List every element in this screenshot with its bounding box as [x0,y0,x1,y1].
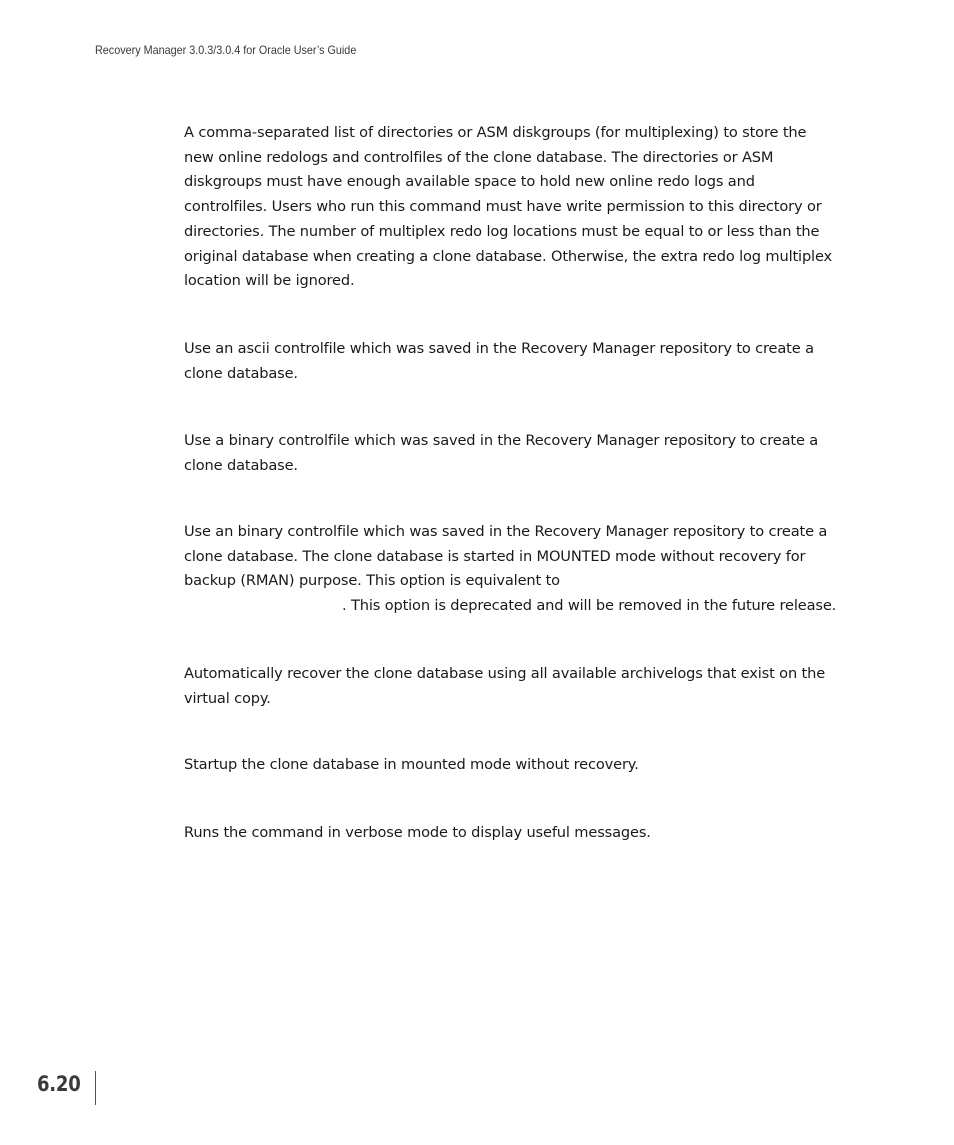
paragraph-mount-only [184,753,859,778]
text-line: diskgroups must have enough available space to hold new online redo logs and [184,173,755,191]
text-line: backup (RMAN) purpose. This option is equivalent to [184,572,560,590]
paragraph-redolog-dest [184,121,859,294]
running-header: Recovery Manager 3.0.3/3.0.4 for Oracle User’s Guide [95,43,357,57]
paragraph-binary-controlfile [184,429,859,478]
page-number: 6.20 [37,1072,81,1096]
text-line: controlfiles. Users who run this command must have write permission to this directory or [184,198,822,216]
text-line: Use an ascii controlfile which was saved in the Recovery Manager repository to create a [184,340,814,357]
paragraph-rman-controlfile [184,520,859,619]
text-line: Startup the clone database in mounted mode without recovery. [184,756,639,773]
text-line: Use a binary controlfile which was saved in the Recovery Manager repository to create a [184,432,819,449]
text-line: directories. The number of multiplex redo log locations must be equal to or less than the [184,222,820,240]
text-line: Automatically recover the clone database using all available archivelogs that exist on the [184,665,826,682]
paragraph-auto-recover [184,662,859,711]
text-line: original database when creating a clone database. Otherwise, the extra redo log multiplex [184,247,833,265]
text-line: virtual copy. [184,689,271,707]
text-line: clone database. [184,364,298,382]
text-line: clone database. The clone database is started in MOUNTED mode without recovery for [184,547,806,565]
folio-divider [95,1071,96,1105]
text-line: . This option is deprecated and will be removed in the future release. [342,597,837,615]
text-line: Runs the command in verbose mode to display useful messages. [184,824,651,841]
paragraph-verbose [184,821,859,846]
text-line: new online redologs and controlfiles of the clone database. The directories or ASM [184,148,774,166]
text-line: clone database. [184,456,298,474]
paragraph-ascii-controlfile [184,337,859,386]
text-line: location will be ignored. [184,272,355,290]
text-line: A comma-separated list of directories or ASM diskgroups (for multiplexing) to store the [184,124,807,141]
text-line: Use an binary controlfile which was saved in the Recovery Manager repository to create a [184,523,828,540]
